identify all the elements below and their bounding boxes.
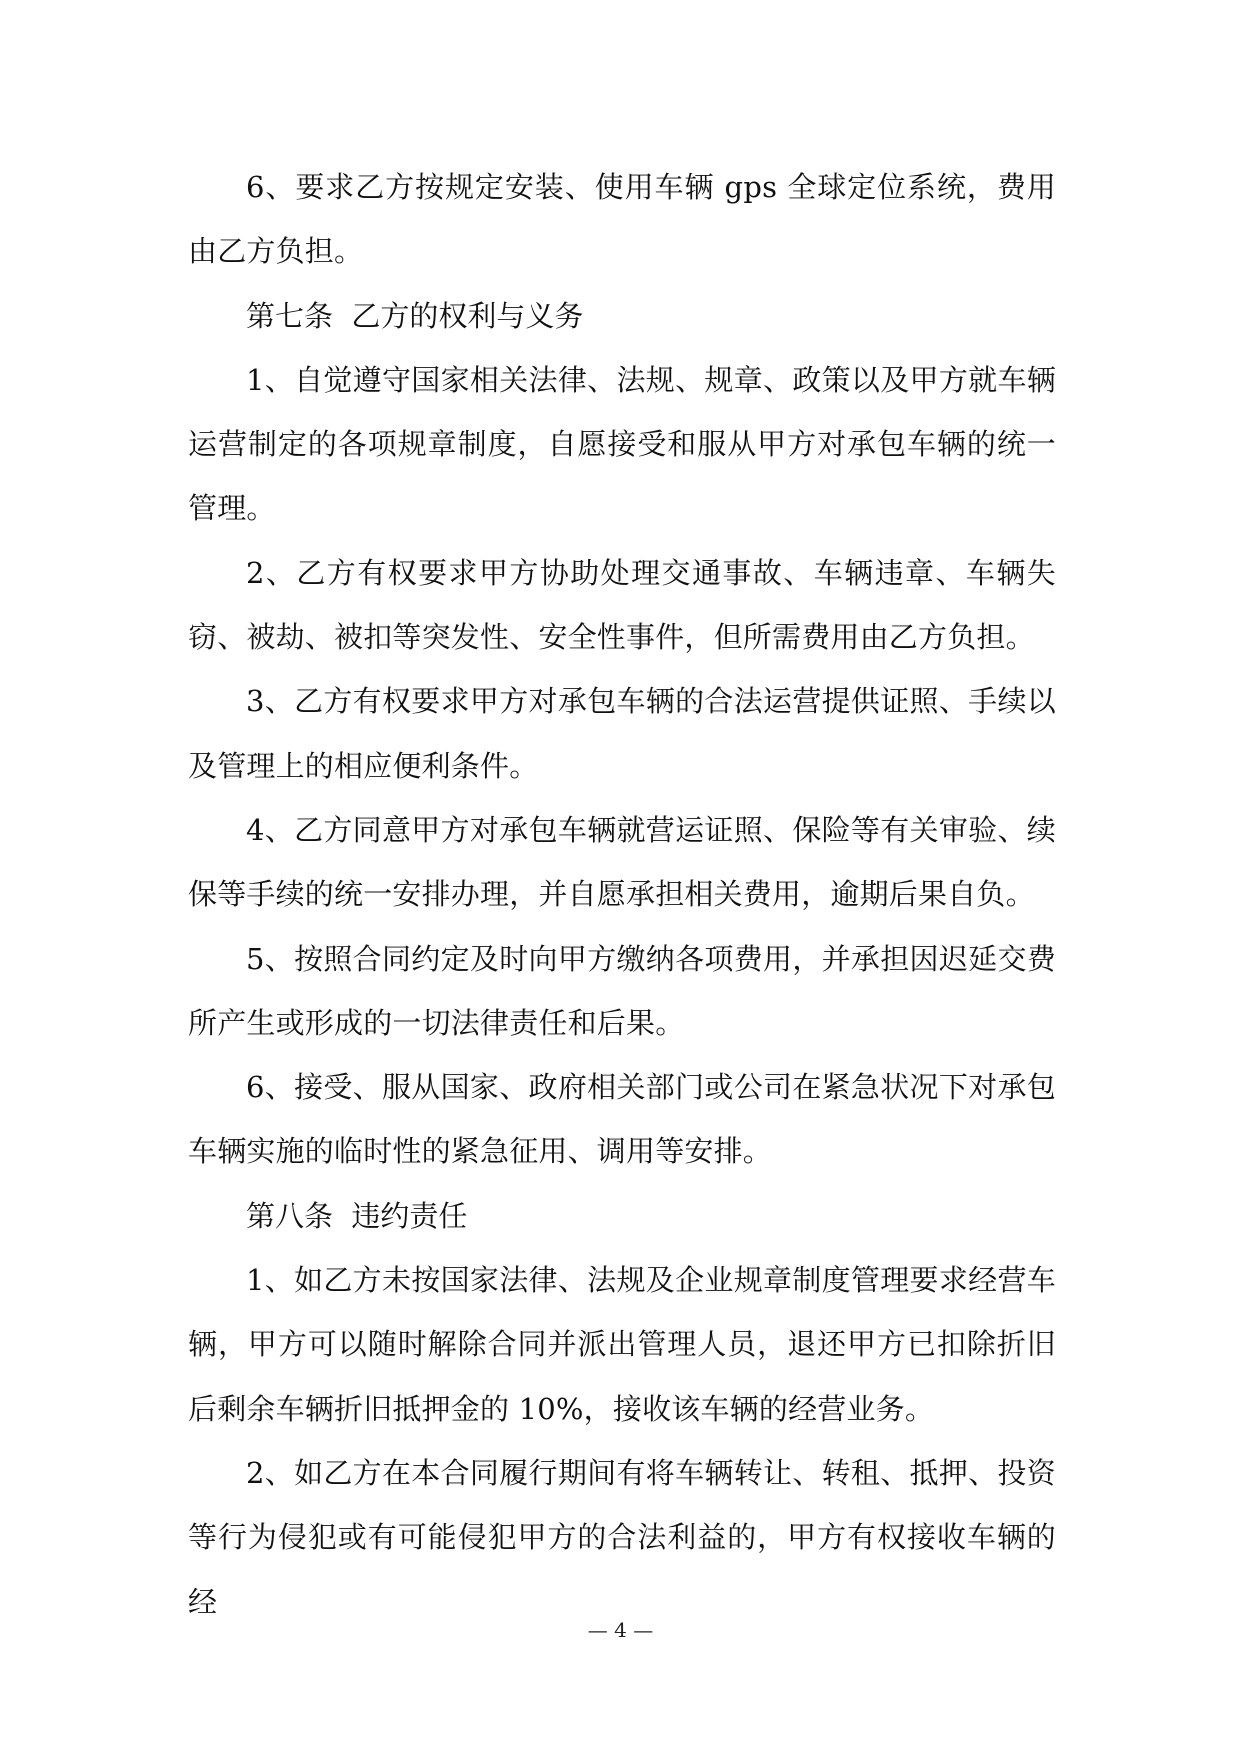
clause-paragraph: 1、如乙方未按国家法律、法规及企业规章制度管理要求经营车辆，甲方可以随时解除合同并派出管理人员，退还甲方已扣除折旧后剩余车辆折旧抵押金的 10%，接收该车辆的经营业务。 <box>188 1263 1056 1426</box>
clause-paragraph: 6、要求乙方按规定安装、使用车辆 gps 全球定位系统，费用由乙方负担。 <box>188 170 1056 269</box>
clause-paragraph: 2、如乙方在本合同履行期间有将车辆转让、转租、抵押、投资等行为侵犯或有可能侵犯甲方的合法利益的，甲方有权接收车辆的经 <box>188 1455 1056 1619</box>
article-heading: 第七条 乙方的权利与义务 <box>246 298 584 333</box>
clause-paragraph: 2、乙方有权要求甲方协助处理交通事故、车辆违章、车辆失窃、被劫、被扣等突发性、安全性事件，但所需费用由乙方负担。 <box>188 555 1056 655</box>
article-heading: 第八条 违约责任 <box>246 1198 468 1233</box>
document-body <box>188 155 1056 1634</box>
clause-paragraph: 4、乙方同意甲方对承包车辆就营运证照、保险等有关审验、续保等手续的统一安排办理，并自愿承担相关费用，逾期后果自负。 <box>188 812 1056 912</box>
clause-paragraph: 1、自觉遵守国家相关法律、法规、规章、政策以及甲方就车辆运营制定的各项规章制度，自愿接受和服从甲方对承包车辆的统一管理。 <box>188 362 1056 526</box>
clause-paragraph: 6、接受、服从国家、政府相关部门或公司在紧急状况下对承包车辆实施的临时性的紧急征用、调用等安排。 <box>188 1070 1056 1169</box>
clause-paragraph: 3、乙方有权要求甲方对承包车辆的合法运营提供证照、手续以及管理上的相应便利条件。 <box>188 684 1056 783</box>
clause-paragraph: 5、按照合同约定及时向甲方缴纳各项费用，并承担因迟延交费所产生或形成的一切法律责任和后果。 <box>188 941 1056 1040</box>
page-number: — 4 — <box>587 1618 654 1642</box>
